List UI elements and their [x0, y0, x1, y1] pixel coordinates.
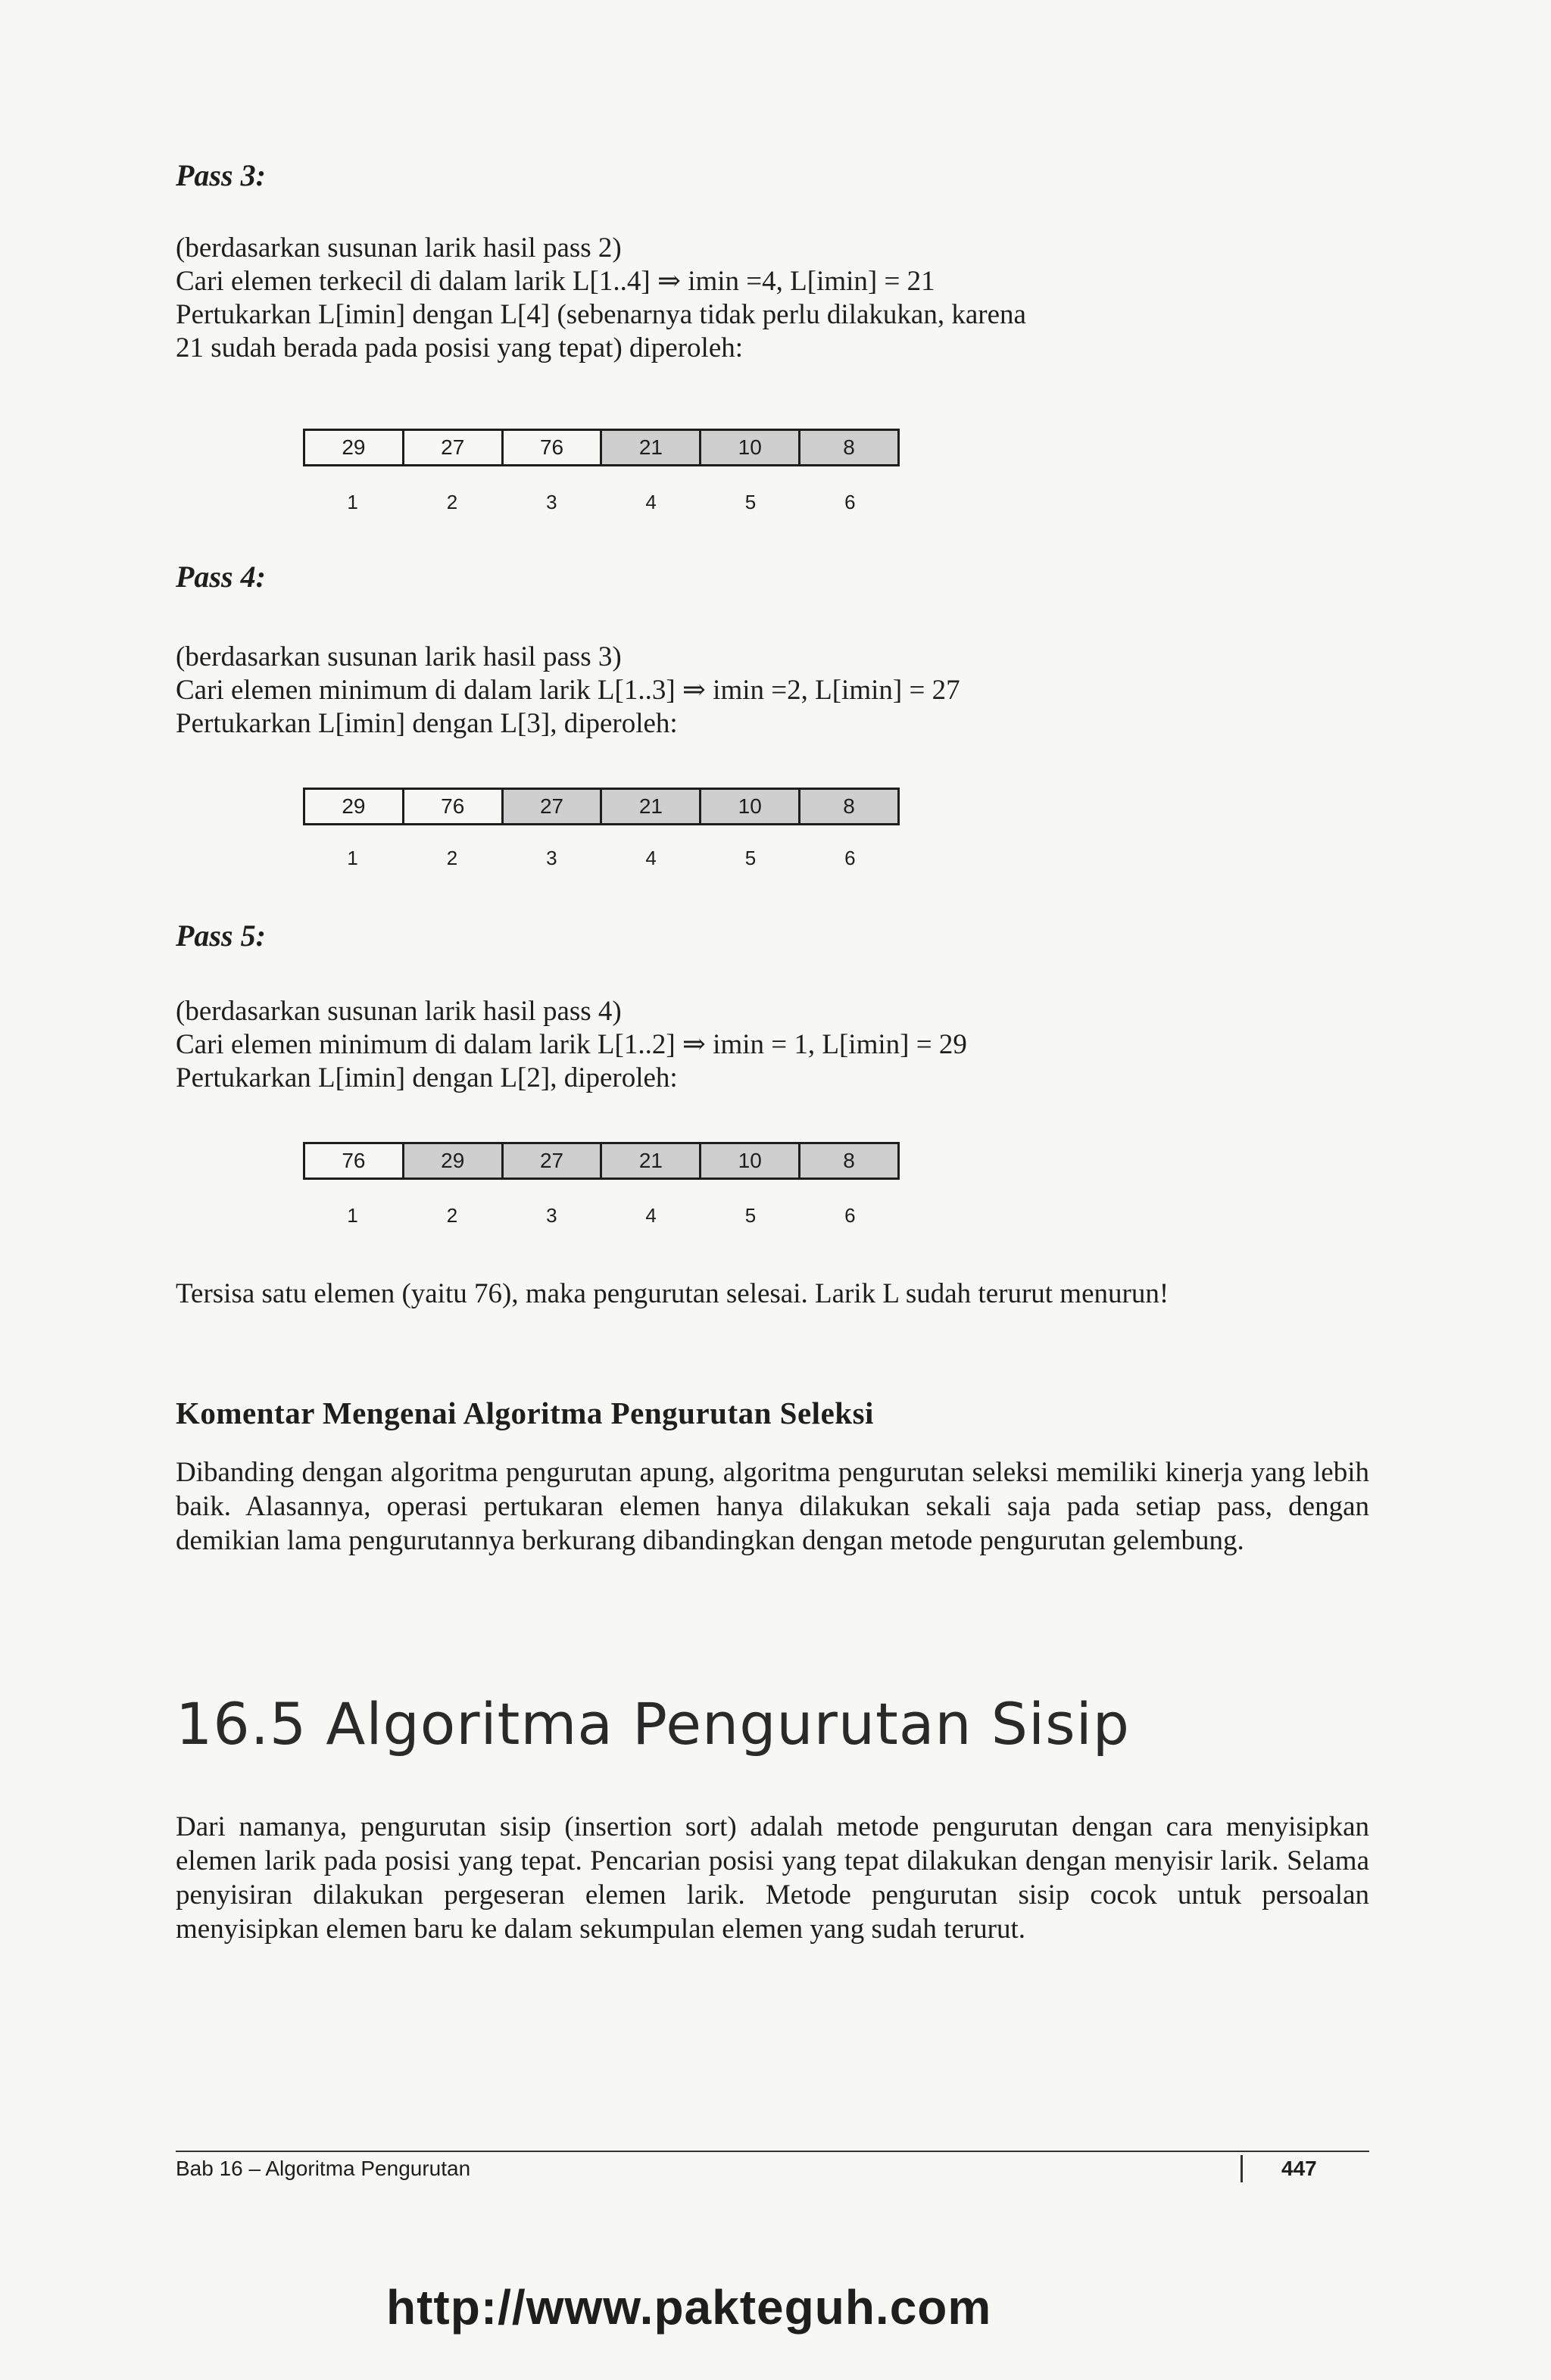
array-index: 1: [347, 1204, 358, 1227]
array-cell: 29: [305, 431, 404, 464]
array-index: 1: [347, 491, 358, 513]
pass-3-line: (berdasarkan susunan larik hasil pass 2): [176, 232, 622, 264]
array-index: 6: [844, 847, 856, 869]
array-index: 5: [744, 491, 757, 513]
pass-3-array: [303, 429, 900, 466]
pass-3-line: 21 sudah berada pada posisi yang tepat) diperoleh:: [176, 332, 744, 363]
pass-5-line: Cari elemen minimum di dalam larik L[1..2] ⇒ imin = 1, L[imin] = 29: [176, 1029, 967, 1060]
array-index: 6: [844, 491, 856, 513]
pass-4-line: Cari elemen minimum di dalam larik L[1..3] ⇒ imin =2, L[imin] = 27: [176, 675, 960, 706]
array-index: 2: [446, 1204, 458, 1227]
array-cell-sorted: 29: [404, 1144, 504, 1178]
array-cell-sorted: 21: [602, 431, 701, 464]
array-cell: 29: [305, 790, 404, 823]
pass-5-array: [303, 1142, 900, 1180]
pass-5-indices: [303, 1204, 900, 1227]
conclusion-paragraph: Tersisa satu elemen (yaitu 76), maka pengurutan selesai. Larik L sudah terurut menurun!: [176, 1278, 1169, 1309]
array-index: 1: [347, 847, 358, 869]
pass-3-heading: Pass 3:: [176, 158, 266, 192]
array-index: 5: [744, 1204, 757, 1227]
array-cell-sorted: 21: [602, 1144, 701, 1178]
pass-5-text: [176, 995, 967, 1095]
pass-5-line: (berdasarkan susunan larik hasil pass 4): [176, 996, 622, 1027]
array-cell-sorted: 27: [504, 1144, 603, 1178]
comment-paragraph: Dibanding dengan algoritma pengurutan apung, algoritma pengurutan seleksi memiliki kinerja yang lebih baik. Alasannya, operasi pertukaran elemen hanya dilakukan sekali saja pada setiap pass, dengan demikian lama pengurutannya berkurang dibandingkan dengan metode pengurutan gelembung.: [176, 1457, 1369, 1556]
pass-4-line: Pertukarkan L[imin] dengan L[3], diperoleh:: [176, 708, 678, 739]
pass-3-line: Cari elemen terkecil di dalam larik L[1..4] ⇒ imin =4, L[imin] = 21: [176, 266, 935, 297]
array-index: 4: [645, 1204, 657, 1227]
section-title: 16.5 Algoritma Pengurutan Sisip: [176, 1690, 1131, 1758]
array-cell: 76: [305, 1144, 404, 1178]
array-cell-sorted: 8: [800, 1144, 897, 1178]
pass-5-heading: Pass 5:: [176, 919, 266, 953]
array-cell: 76: [504, 431, 603, 464]
pass-4-indices: [303, 847, 900, 870]
pass-3-line: Pertukarkan L[imin] dengan L[4] (sebenarnya tidak perlu dilakukan, karena: [176, 299, 1026, 330]
pass-4-array: [303, 788, 900, 825]
array-index: 5: [744, 847, 757, 869]
array-cell-sorted: 10: [701, 1144, 800, 1178]
page-number: 447: [1281, 2157, 1317, 2180]
pass-3-text: [176, 232, 1026, 365]
array-cell-sorted: 10: [701, 431, 800, 464]
section-paragraph: Dari namanya, pengurutan sisip (insertion sort) adalah metode pengurutan dengan cara menyisipkan elemen larik pada posisi yang tepat. Pencarian posisi yang tepat dilakukan dengan menyisir larik. Selama penyisiran dilakukan pergeseran elemen larik. Metode pengurutan sisip cocok untuk persoalan menyisipkan elemen baru ke dalam sekumpulan elemen yang sudah terurut.: [176, 1811, 1369, 1945]
footer-chapter: Bab 16 – Algoritma Pengurutan: [176, 2157, 471, 2180]
array-index: 4: [645, 491, 657, 513]
pass-4-line: (berdasarkan susunan larik hasil pass 3): [176, 641, 622, 672]
array-index: 6: [844, 1204, 856, 1227]
array-index: 2: [446, 847, 458, 869]
website-url: http://www.pakteguh.com: [386, 2280, 992, 2335]
array-cell-sorted: 27: [504, 790, 603, 823]
array-cell-sorted: 10: [701, 790, 800, 823]
pass-3-indices: [303, 491, 900, 514]
array-cell: 76: [404, 790, 504, 823]
array-index: 3: [546, 1204, 557, 1227]
pass-4-heading: Pass 4:: [176, 560, 266, 594]
comment-heading: Komentar Mengenai Algoritma Pengurutan Seleksi: [176, 1396, 874, 1430]
array-cell-sorted: 8: [800, 790, 897, 823]
array-index: 3: [546, 491, 557, 513]
footer-divider: [1240, 2155, 1243, 2182]
array-cell: 27: [404, 431, 504, 464]
array-index: 4: [645, 847, 657, 869]
array-index: 3: [546, 847, 557, 869]
array-cell-sorted: 8: [800, 431, 897, 464]
array-index: 2: [446, 491, 458, 513]
array-cell-sorted: 21: [602, 790, 701, 823]
pass-5-line: Pertukarkan L[imin] dengan L[2], diperoleh:: [176, 1062, 678, 1093]
pass-4-text: [176, 641, 960, 741]
footer-rule: [176, 2151, 1369, 2152]
